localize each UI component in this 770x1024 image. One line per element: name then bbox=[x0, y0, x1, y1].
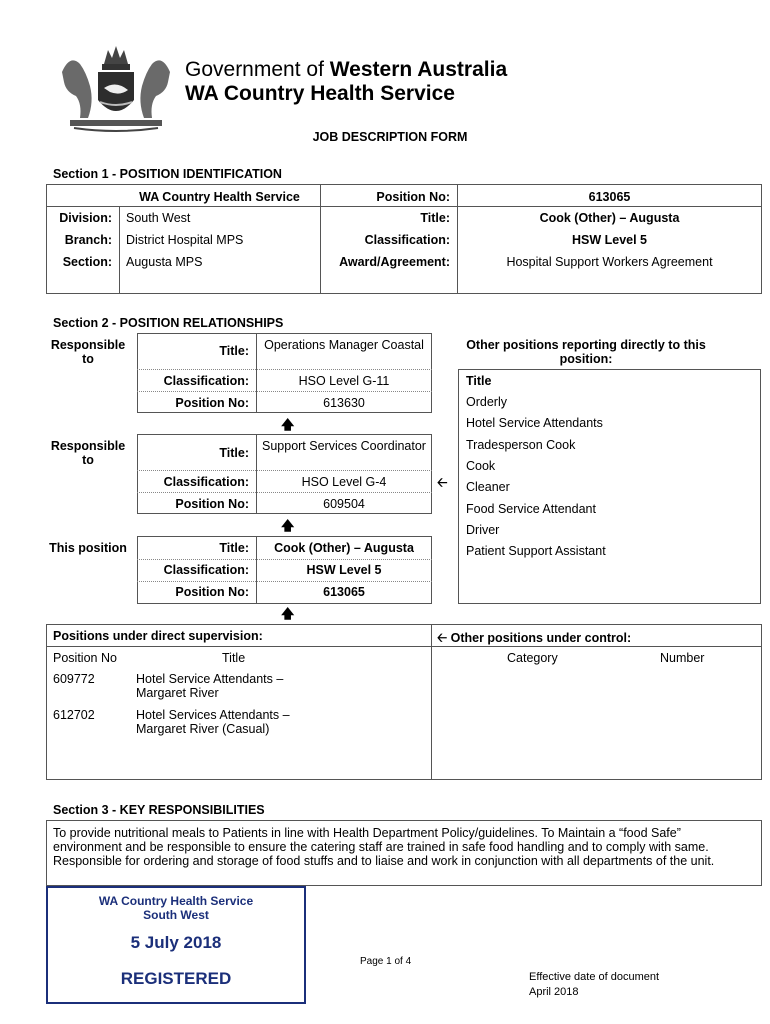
title-value: Cook (Other) – Augusta bbox=[539, 211, 680, 225]
box2-class-label: Classification: bbox=[163, 475, 249, 489]
other-control-heading bbox=[437, 629, 631, 650]
col-category: Category bbox=[507, 651, 558, 665]
effective-date-label: Effective date of document bbox=[529, 971, 660, 983]
box2-pos: 609504 bbox=[323, 497, 365, 511]
section-value: Augusta MPS bbox=[126, 255, 203, 269]
section-label: Section: bbox=[62, 255, 112, 269]
division-label: Division: bbox=[59, 211, 112, 225]
box3-pos-label: Position No: bbox=[175, 585, 249, 599]
other-control-heading-text: Other positions under control: bbox=[450, 631, 632, 645]
supervised-row-2-no: 612702 bbox=[53, 708, 95, 722]
wa-coat-of-arms-logo bbox=[52, 42, 180, 134]
government-prefix: Government of bbox=[185, 58, 330, 81]
supervised-row-1-title: Hotel Service Attendants – Margaret River bbox=[136, 672, 284, 700]
arrow-up-icon: 🡅 bbox=[281, 417, 295, 432]
classification-label: Classification: bbox=[364, 233, 450, 247]
this-position-label: This position bbox=[49, 541, 127, 555]
box1-class: HSO Level G-11 bbox=[298, 374, 390, 388]
section3-heading: Section 3 - KEY RESPONSIBILITIES bbox=[53, 803, 265, 817]
col-title: Title bbox=[222, 651, 246, 665]
col-number: Number bbox=[660, 651, 705, 665]
box1-title-label: Title: bbox=[219, 344, 249, 358]
other-position-item: Cleaner bbox=[466, 480, 510, 495]
stamp-status: REGISTERED bbox=[120, 969, 232, 988]
col-position-no: Position No bbox=[53, 651, 117, 665]
org-name: WA Country Health Service bbox=[139, 190, 300, 204]
award-label: Award/Agreement: bbox=[339, 255, 450, 269]
other-position-item: Hotel Service Attendants bbox=[466, 416, 603, 431]
division-value: South West bbox=[126, 211, 191, 225]
arrow-left-icon: 🡠 bbox=[437, 475, 448, 490]
arrow-up-icon: 🡅 bbox=[281, 606, 295, 621]
arrow-left-icon: 🡠 bbox=[437, 631, 451, 645]
box1-pos: 613630 bbox=[323, 396, 365, 410]
arrow-up-icon: 🡅 bbox=[281, 518, 295, 533]
key-responsibilities-text: To provide nutritional meals to Patients in line with Health Department Policy/guidelines. To Maintain a “food Safe” environment and be responsible to ensure the catering staff are trained in safe food handling and to comply with same. Responsible for ordering and storage of food stuffs and to liaise and work in conjunction with all departments of the unit. bbox=[53, 826, 715, 868]
other-position-item: Driver bbox=[466, 522, 500, 537]
box1-pos-label: Position No: bbox=[175, 396, 249, 410]
box3-title-label: Title: bbox=[219, 541, 249, 555]
section2-heading: Section 2 - POSITION RELATIONSHIPS bbox=[53, 316, 284, 330]
responsible-to-label-2: Responsible to bbox=[50, 439, 126, 467]
title-label: Title: bbox=[420, 211, 450, 225]
effective-date-value: April 2018 bbox=[529, 986, 579, 998]
other-position-item: Orderly bbox=[466, 395, 507, 409]
branch-value: District Hospital MPS bbox=[126, 233, 244, 247]
stamp-line2: South West bbox=[143, 908, 209, 922]
government-state: Western Australia bbox=[329, 58, 508, 81]
government-title bbox=[185, 58, 507, 82]
other-position-item: Food Service Attendant bbox=[466, 501, 596, 516]
form-title: JOB DESCRIPTION FORM bbox=[312, 130, 468, 144]
box3-class: HSW Level 5 bbox=[306, 563, 382, 577]
registration-stamp bbox=[46, 886, 306, 1004]
agency-title: WA Country Health Service bbox=[185, 82, 455, 105]
other-position-item: Tradesperson Cook bbox=[466, 437, 576, 452]
direct-supervision-heading: Positions under direct supervision: bbox=[53, 629, 263, 643]
box3-title: Cook (Other) – Augusta bbox=[274, 541, 414, 555]
other-position-item: Cook bbox=[466, 458, 496, 473]
box2-class: HSO Level G-4 bbox=[301, 475, 387, 489]
stamp-line1: WA Country Health Service bbox=[98, 894, 254, 908]
award-value: Hospital Support Workers Agreement bbox=[506, 255, 713, 269]
box3-class-label: Classification: bbox=[163, 563, 249, 577]
other-positions-heading: Other positions reporting directly to this position: bbox=[466, 338, 706, 366]
responsible-to-label-1: Responsible to bbox=[50, 338, 126, 366]
box1-class-label: Classification: bbox=[163, 374, 249, 388]
box3-pos: 613065 bbox=[323, 585, 365, 599]
box2-title-label: Title: bbox=[219, 446, 249, 460]
box1-title: Operations Manager Coastal bbox=[264, 338, 424, 352]
other-positions-title-header: Title bbox=[466, 374, 492, 388]
classification-value: HSW Level 5 bbox=[571, 233, 648, 247]
position-no-label: Position No: bbox=[376, 190, 450, 204]
section1-heading: Section 1 - POSITION IDENTIFICATION bbox=[53, 167, 282, 181]
stamp-date: 5 July 2018 bbox=[130, 933, 222, 952]
position-no-value: 613065 bbox=[588, 190, 631, 204]
box2-title: Support Services Coordinator bbox=[262, 439, 426, 453]
box2-pos-label: Position No: bbox=[175, 497, 249, 511]
supervision-table bbox=[46, 624, 762, 780]
branch-label: Branch: bbox=[64, 233, 112, 247]
other-position-item: Patient Support Assistant bbox=[466, 544, 606, 559]
supervised-row-1-no: 609772 bbox=[53, 672, 95, 686]
supervised-row-2-title: Hotel Services Attendants – Margaret River (Casual) bbox=[136, 708, 290, 736]
page-number: Page 1 of 4 bbox=[360, 956, 412, 967]
